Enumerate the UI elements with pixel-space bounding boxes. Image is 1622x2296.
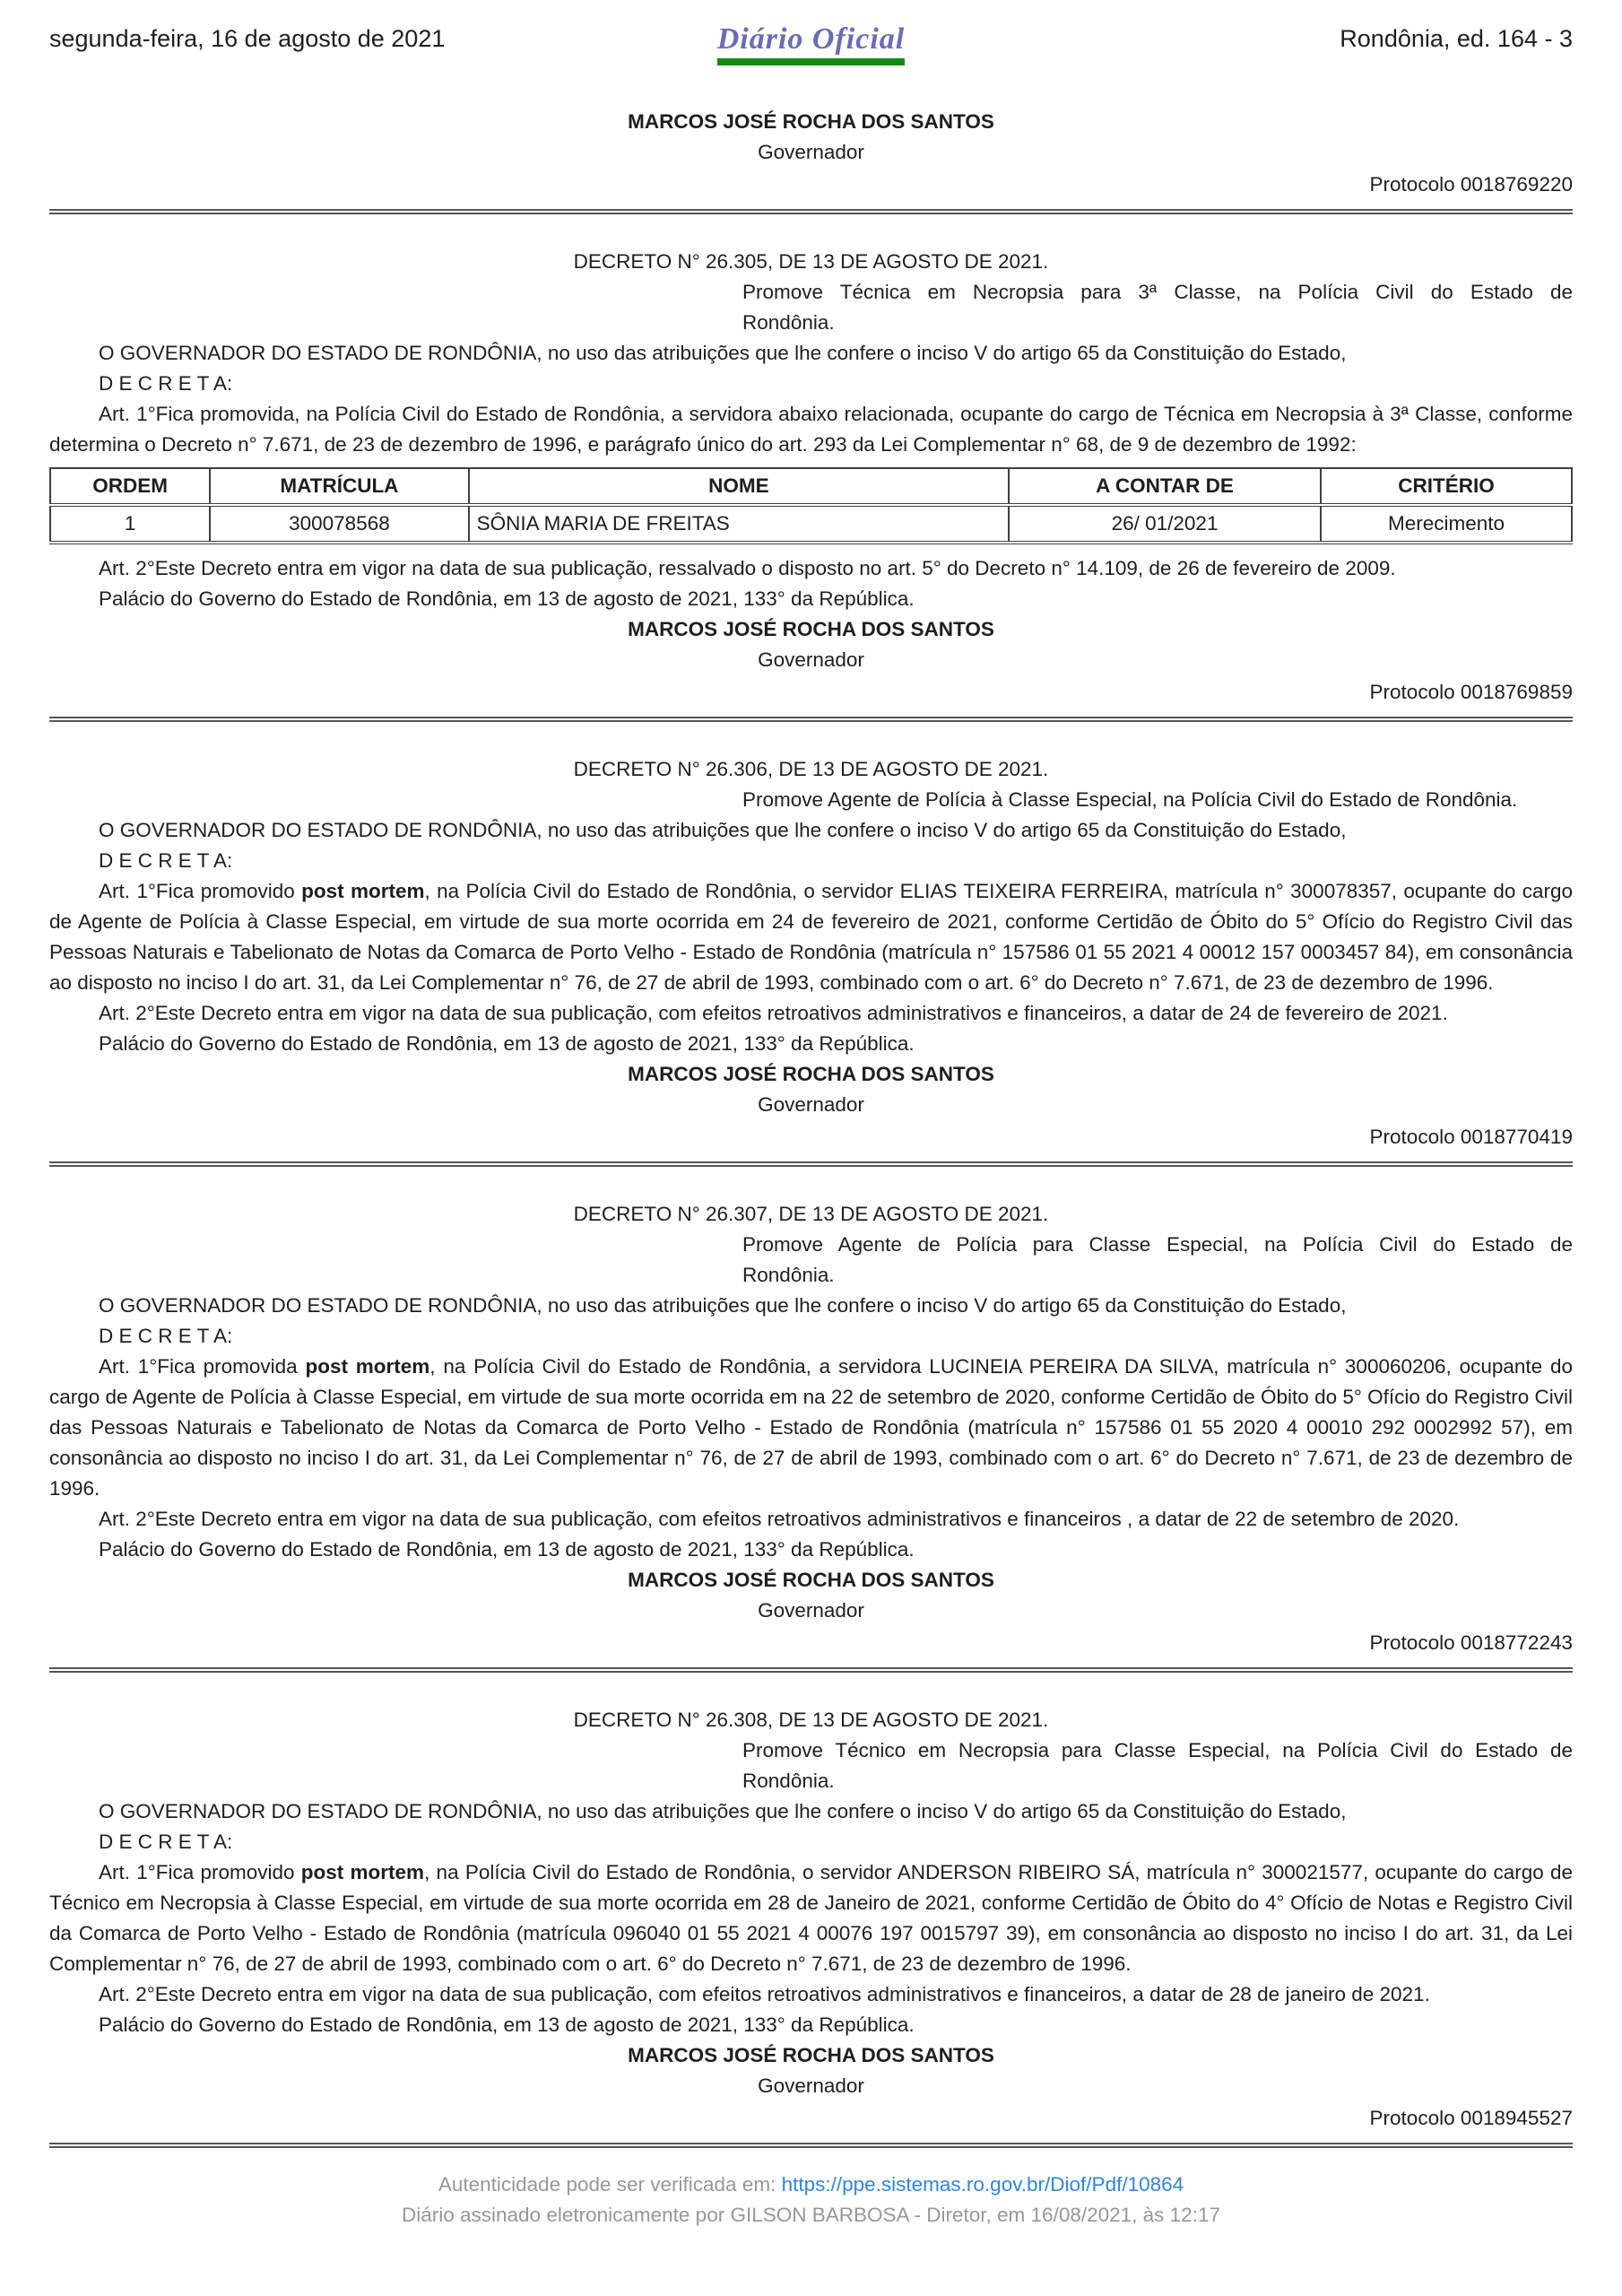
decree-palacio: Palácio do Governo do Estado de Rondônia, em 13 de agosto de 2021, 133° da República. <box>99 587 915 610</box>
section-divider <box>49 1667 1573 1673</box>
brand-title: Diário Oficial <box>716 22 906 56</box>
footer-auth-link[interactable]: https://ppe.sistemas.ro.gov.br/Diof/Pdf/10864 <box>781 2173 1184 2196</box>
signature-role: Governador <box>758 2074 864 2097</box>
decree-article-2: Art. 2°Este Decreto entra em vigor na data de sua publicação, ressalvado o disposto no art. 5° do Decreto n° 14.109, de 26 de fevereiro de 2009. <box>99 557 1396 579</box>
decree-palacio: Palácio do Governo do Estado de Rondônia, em 13 de agosto de 2021, 133° da República. <box>99 2013 915 2036</box>
protocol-text: Protocolo 0018770419 <box>1369 1126 1573 1148</box>
decree-palacio: Palácio do Governo do Estado de Rondônia, em 13 de agosto de 2021, 133° da República. <box>99 1538 915 1561</box>
section-divider <box>49 209 1573 214</box>
previous-decree-signature <box>49 107 1573 200</box>
brand-underline <box>717 58 905 65</box>
decree-26307 <box>49 1199 1573 1658</box>
signature-role: Governador <box>758 141 864 163</box>
protocol-text: Protocolo 0018769220 <box>1369 173 1573 196</box>
table-cell-matricula: 300078568 <box>210 505 468 543</box>
section-divider <box>49 1161 1573 1167</box>
decree-article-2: Art. 2°Este Decreto entra em vigor na data de sua publicação, com efeitos retroativos administrativos e financeiros , a datar de 22 de setembro de 2020. <box>99 1508 1460 1530</box>
ementa-line: Rondônia. <box>742 1770 835 1792</box>
signature-role: Governador <box>758 1599 864 1622</box>
decree-ementa <box>742 1735 1573 1796</box>
decree-title: DECRETO N° 26.307, DE 13 DE AGOSTO DE 2021. <box>573 1203 1049 1225</box>
decree-article-2: Art. 2°Este Decreto entra em vigor na data de sua publicação, com efeitos retroativos administrativos e financeiros, a datar de 28 de janeiro de 2021. <box>99 1983 1430 2005</box>
decree-ementa <box>742 277 1573 338</box>
protocol-text: Protocolo 0018945527 <box>1369 2107 1573 2129</box>
signature-name: MARCOS JOSÉ ROCHA DOS SANTOS <box>628 618 994 640</box>
decree-article-1: Art. 1°Fica promovida post mortem, na Polícia Civil do Estado de Rondônia, a servidora LUCINEIA PEREIRA DA SILVA, matrícula n° 300060206, ocupante do cargo de Agente de Polícia à Classe Especial, em virtude de sua morte ocorrida em na 22 de setembro de 2020, conforme Certidão de Óbito do 5° Ofício do Registro Civil das Pessoas Naturais e Tabelionato de Notas da Comarca de Porto Velho - Estado de Rondônia (matrícula n° 157586 01 55 2020 4 00010 292 0002992 57), em consonância ao disposto no inciso I do art. 31, da Lei Complementar n° 76, de 27 de abril de 1993, combinado com o art. 6° do Decreto n° 7.671, de 23 de dezembro de 1996. <box>49 1355 1573 1500</box>
decree-decreta: D E C R E T A: <box>99 849 233 872</box>
decree-palacio: Palácio do Governo do Estado de Rondônia, em 13 de agosto de 2021, 133° da República. <box>99 1032 915 1055</box>
decree-article-2: Art. 2°Este Decreto entra em vigor na data de sua publicação, com efeitos retroativos administrativos e financeiros, a datar de 24 de fevereiro de 2021. <box>99 1002 1448 1024</box>
table-cell-criterio: Merecimento <box>1321 505 1572 543</box>
table-cell-ordem: 1 <box>50 505 210 543</box>
signature-name: MARCOS JOSÉ ROCHA DOS SANTOS <box>628 2044 994 2066</box>
decree-title: DECRETO N° 26.305, DE 13 DE AGOSTO DE 2021. <box>573 250 1049 273</box>
footer-signed-text: Diário assinado eletronicamente por GILSON BARBOSA - Diretor, em 16/08/2021, às 12:17 <box>402 2204 1220 2226</box>
decree-article-1: Art. 1°Fica promovido post mortem, na Polícia Civil do Estado de Rondônia, o servidor ELIAS TEIXEIRA FERREIRA, matrícula n° 300078357, ocupante do cargo de Agente de Polícia à Classe Especial, em virtude de sua morte ocorrida em 24 de fevereiro de 2021, conforme Certidão de Óbito do 5° Ofício do Registro Civil das Pessoas Naturais e Tabelionato de Notas da Comarca de Porto Velho - Estado de Rondônia (matrícula n° 157586 01 55 2021 4 00012 157 0003457 84), em consonância ao disposto no inciso I do art. 31, da Lei Complementar n° 76, de 27 de abril de 1993, combinado com o art. 6° do Decreto n° 7.671, de 23 de dezembro de 1996. <box>49 880 1574 994</box>
decree-preamble: O GOVERNADOR DO ESTADO DE RONDÔNIA, no uso das atribuições que lhe confere o inciso V do artigo 65 da Constituição do Estado, <box>99 1800 1347 1822</box>
decree-decreta: D E C R E T A: <box>99 372 233 395</box>
table-header-criterio: CRITÉRIO <box>1321 468 1572 505</box>
header-date: segunda-feira, 16 de agosto de 2021 <box>49 25 446 52</box>
promotion-table <box>49 467 1573 544</box>
footer-auth-text: Autenticidade pode ser verificada em: https://ppe.sistemas.ro.gov.br/Diof/Pdf/10864 <box>438 2173 1184 2196</box>
decree-preamble: O GOVERNADOR DO ESTADO DE RONDÔNIA, no uso das atribuições que lhe confere o inciso V do artigo 65 da Constituição do Estado, <box>99 342 1347 364</box>
ementa-line: Promove Técnico em Necropsia para Classe Especial, na Polícia Civil do Estado de <box>742 1739 1573 1761</box>
signature-name: MARCOS JOSÉ ROCHA DOS SANTOS <box>628 1063 994 1085</box>
ementa-line: Promove Agente de Polícia à Classe Especial, na Polícia Civil do Estado de Rondônia. <box>742 788 1518 811</box>
decree-decreta: D E C R E T A: <box>99 1831 233 1853</box>
header-edition: Rondônia, ed. 164 - 3 <box>1340 25 1573 52</box>
table-header-nome: NOME <box>469 468 1009 505</box>
signature-name: MARCOS JOSÉ ROCHA DOS SANTOS <box>628 110 994 133</box>
decree-26308 <box>49 1705 1573 2134</box>
page-header <box>49 23 1573 65</box>
ementa-line: Rondônia. <box>742 311 835 334</box>
table-cell-a-contar-de: 26/ 01/2021 <box>1009 505 1321 543</box>
decree-26305 <box>49 247 1573 708</box>
signature-role: Governador <box>758 1093 864 1116</box>
signature-name: MARCOS JOSÉ ROCHA DOS SANTOS <box>628 1569 994 1591</box>
page-footer <box>49 2170 1573 2231</box>
decree-decreta: D E C R E T A: <box>99 1325 233 1347</box>
decree-article-1: Art. 1°Fica promovido post mortem, na Polícia Civil do Estado de Rondônia, o servidor ANDERSON RIBEIRO SÁ, matrícula n° 300021577, ocupante do cargo de Técnico em Necropsia à Classe Especial, em virtude de sua morte ocorrida em 28 de Janeiro de 2021, conforme Certidão de Óbito do 4° Ofício de Notas e Registro Civil da Comarca de Porto Velho - Estado de Rondônia (matrícula 096040 01 55 2021 4 00076 197 0015797 39), em consonância ao disposto no inciso I do art. 31, da Lei Complementar n° 76, de 27 de abril de 1993, combinado com o art. 6° do Decreto n° 7.671, de 23 de dezembro de 1996. <box>49 1861 1574 1975</box>
decree-ementa <box>742 1230 1573 1291</box>
section-divider <box>49 717 1573 722</box>
table-header-row <box>50 468 1572 505</box>
table-header-a-contar-de: A CONTAR DE <box>1009 468 1321 505</box>
decree-title: DECRETO N° 26.308, DE 13 DE AGOSTO DE 2021. <box>573 1709 1049 1731</box>
ementa-line: Promove Agente de Polícia para Classe Especial, na Polícia Civil do Estado de <box>742 1233 1573 1256</box>
decree-article-1: Art. 1°Fica promovida, na Polícia Civil do Estado de Rondônia, a servidora abaixo relacionada, ocupante do cargo de Técnica em Necropsia à 3ª Classe, conforme determina o Decreto n° 7.671, de 23 de dezembro de 1996, e parágrafo único do art. 293 da Lei Complementar n° 68, de 9 de dezembro de 1992: <box>49 403 1573 456</box>
table-row <box>50 505 1572 543</box>
protocol-text: Protocolo 0018772243 <box>1369 1631 1573 1654</box>
decree-preamble: O GOVERNADOR DO ESTADO DE RONDÔNIA, no uso das atribuições que lhe confere o inciso V do artigo 65 da Constituição do Estado, <box>99 819 1347 841</box>
signature-role: Governador <box>758 648 864 671</box>
decree-title: DECRETO N° 26.306, DE 13 DE AGOSTO DE 2021. <box>573 758 1049 780</box>
decree-preamble: O GOVERNADOR DO ESTADO DE RONDÔNIA, no uso das atribuições que lhe confere o inciso V do artigo 65 da Constituição do Estado, <box>99 1294 1347 1317</box>
table-header-matricula: MATRÍCULA <box>210 468 468 505</box>
protocol-text: Protocolo 0018769859 <box>1369 681 1573 703</box>
decree-26306 <box>49 754 1573 1152</box>
ementa-line: Rondônia. <box>742 1264 835 1286</box>
table-cell-nome: SÔNIA MARIA DE FREITAS <box>469 505 1009 543</box>
table-header-ordem: ORDEM <box>50 468 210 505</box>
brand-logo <box>717 23 905 65</box>
decree-ementa <box>742 785 1573 815</box>
section-divider <box>49 2143 1573 2148</box>
ementa-line: Promove Técnica em Necropsia para 3ª Classe, na Polícia Civil do Estado de <box>742 281 1573 303</box>
